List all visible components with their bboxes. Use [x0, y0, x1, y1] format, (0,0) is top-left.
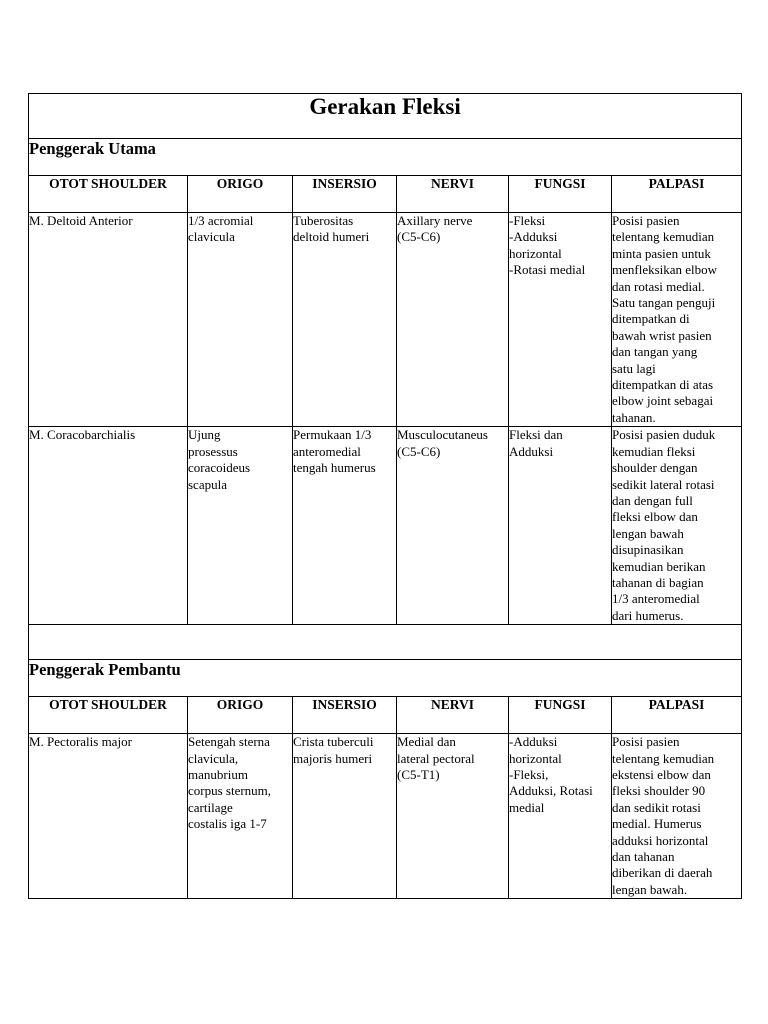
- cell-origo: 1/3 acromial clavicula: [188, 213, 254, 245]
- column-header-row: [29, 176, 742, 213]
- cell-palpasi: Posisi pasien telentang kemudian minta pasien untuk menfleksikan elbow dan rotasi medial. Satu tangan penguji ditempatkan di bawah wrist pasien dan tangan yang satu lagi ditempatkan di atas elbow joint sebagai tahanan.: [612, 213, 718, 425]
- column-header-nervi: NERVI: [397, 697, 509, 734]
- cell-nervi: Axillary nerve (C5-C6): [397, 213, 473, 245]
- column-header-otot: OTOT SHOULDER: [29, 697, 188, 734]
- column-header-palpasi: PALPASI: [612, 176, 742, 213]
- cell-fungsi: Fleksi dan Adduksi: [509, 427, 563, 459]
- section-heading-penggerak-pembantu: Penggerak Pembantu: [29, 660, 742, 697]
- table-row: [29, 213, 742, 427]
- cell-otot: M. Deltoid Anterior: [29, 213, 133, 228]
- cell-palpasi: Posisi pasien duduk kemudian fleksi shoulder dengan sedikit lateral rotasi dan dengan full fleksi elbow dan lengan bawah disupinasikan kemudian berikan tahanan di bagian 1/3 anteromedial dari humerus.: [612, 427, 716, 623]
- column-header-fungsi: FUNGSI: [509, 176, 612, 213]
- cell-palpasi: Posisi pasien telentang kemudian ekstensi elbow dan fleksi shoulder 90 dan sedikit rotasi medial. Humerus adduksi horizontal dan tahanan diberikan di daerah lengan bawah.: [612, 734, 715, 897]
- column-header-palpasi: PALPASI: [612, 697, 742, 734]
- section-heading-row: [29, 139, 742, 176]
- cell-origo: Ujung prosessus coracoideus scapula: [188, 427, 251, 492]
- cell-nervi: Musculocutaneus (C5-C6): [397, 427, 488, 459]
- cell-nervi: Medial dan lateral pectoral (C5-T1): [397, 734, 475, 782]
- cell-otot: M. Pectoralis major: [29, 734, 132, 750]
- cell-otot: M. Coracobarchialis: [29, 427, 136, 443]
- title-row: [29, 94, 742, 139]
- section-heading-row: [29, 660, 742, 697]
- table-row: [29, 734, 742, 899]
- column-header-row: [29, 697, 742, 734]
- cell-fungsi: -Fleksi -Adduksi horizontal -Rotasi medial: [509, 213, 586, 278]
- cell-insersio: Crista tuberculi majoris humeri: [293, 734, 374, 766]
- cell-fungsi: -Adduksi horizontal -Fleksi, Adduksi, Rotasi medial: [509, 734, 593, 815]
- table-row: [29, 427, 742, 625]
- column-header-origo: ORIGO: [188, 176, 293, 213]
- section-heading-penggerak-utama: Penggerak Utama: [29, 139, 742, 176]
- flexion-table: [28, 93, 742, 899]
- column-header-otot: OTOT SHOULDER: [29, 176, 188, 213]
- document-title: Gerakan Fleksi: [29, 94, 742, 139]
- cell-origo: Setengah sterna clavicula, manubrium corpus sternum, cartilage costalis iga 1-7: [188, 734, 272, 832]
- column-header-origo: ORIGO: [188, 697, 293, 734]
- cell-insersio: Permukaan 1/3 anteromedial tengah humerus: [293, 427, 376, 476]
- blank-row: [29, 625, 742, 660]
- column-header-nervi: NERVI: [397, 176, 509, 213]
- column-header-insersio: INSERSIO: [293, 697, 397, 734]
- column-header-fungsi: FUNGSI: [509, 697, 612, 734]
- blank-cell: [29, 625, 742, 660]
- cell-insersio: Tuberositas deltoid humeri: [293, 213, 370, 245]
- column-header-insersio: INSERSIO: [293, 176, 397, 213]
